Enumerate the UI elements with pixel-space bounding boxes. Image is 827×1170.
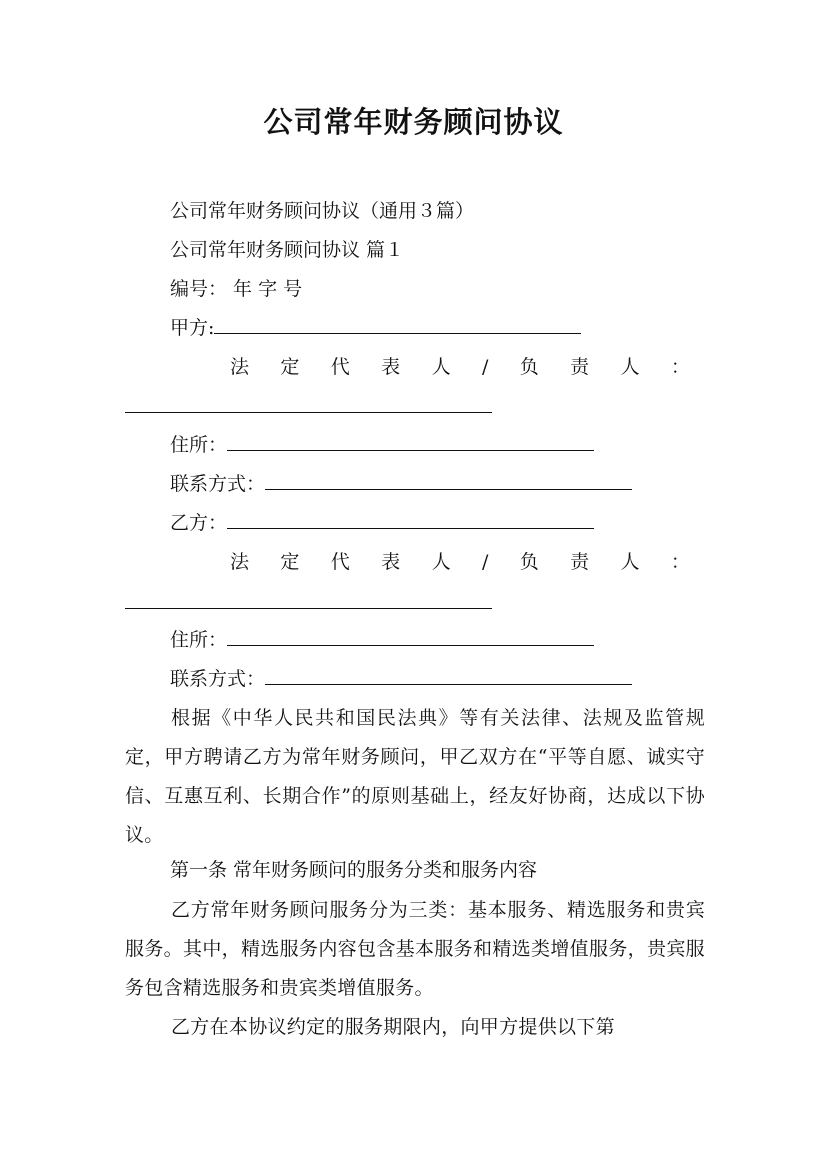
party-a-label: 甲方:	[170, 317, 215, 339]
party-a-contact-label: 联系方式：	[170, 473, 266, 495]
rep-char: 代	[330, 551, 350, 573]
article-1-title: 第一条 常年财务顾问的服务分类和服务内容	[170, 859, 538, 881]
article-1-paragraph-1: 乙方常年财务顾问服务分为三类：基本服务、精选服务和贵宾服务。其中，精选服务内容包含基本服务和精选类增值服务，贵宾服务包含精选服务和贵宾类增值服务。	[125, 899, 705, 999]
rep-char: ：	[670, 551, 690, 573]
intro-paragraph: 根据《中华人民共和国民法典》等有关法律、法规及监管规定，甲方聘请乙方为常年财务顾问，甲乙双方在“平等自愿、诚实守信、互惠互利、长期合作”的原则基础上，经友好协商，达成以下协议。	[125, 707, 705, 846]
rep-char: 责	[570, 551, 590, 573]
rep-char: 责	[570, 356, 590, 378]
rep-char: 人	[620, 356, 640, 378]
rep-char: ：	[670, 356, 690, 378]
document-title: 公司常年财务顾问协议	[263, 105, 564, 139]
part-title: 公司常年财务顾问协议 篇１	[170, 239, 405, 261]
party-a-address-blank	[227, 430, 594, 451]
party-a-address-row	[170, 430, 594, 460]
party-b-representative-row	[230, 547, 690, 577]
rep-char: 法	[230, 551, 250, 573]
party-a-row	[170, 313, 581, 343]
party-a-contact-blank	[265, 469, 632, 490]
party-a-representative-blank	[125, 411, 492, 413]
number-label: 编号： 年 字 号	[170, 278, 303, 300]
rep-char: 表	[381, 356, 401, 378]
rep-char: 表	[381, 551, 401, 573]
party-b-address-row	[170, 625, 594, 655]
party-a-address-label: 住所：	[170, 434, 228, 456]
rep-char: 人	[431, 356, 451, 378]
party-b-contact-blank	[265, 664, 632, 685]
party-a-representative-row	[230, 352, 690, 382]
party-b-contact-row	[170, 664, 632, 694]
rep-char: /	[481, 356, 489, 378]
rep-char: 人	[431, 551, 451, 573]
party-a-contact-row	[170, 469, 632, 499]
rep-char: 法	[230, 356, 250, 378]
rep-char: 定	[280, 551, 300, 573]
party-a-blank	[214, 313, 581, 334]
rep-char: 代	[330, 356, 350, 378]
rep-char: 负	[519, 551, 539, 573]
rep-char: 人	[620, 551, 640, 573]
party-b-representative-blank	[125, 607, 492, 609]
party-b-label: 乙方：	[170, 512, 228, 534]
party-b-address-blank	[227, 625, 594, 646]
rep-char: /	[481, 551, 489, 573]
party-b-row	[170, 508, 594, 538]
party-b-address-label: 住所：	[170, 629, 228, 651]
article-1-paragraph-2: 乙方在本协议约定的服务期限内，向甲方提供以下第	[171, 1016, 615, 1038]
document-subtitle: 公司常年财务顾问协议（通用３篇）	[170, 200, 475, 222]
party-b-blank	[227, 508, 594, 529]
rep-char: 负	[519, 356, 539, 378]
rep-char: 定	[280, 356, 300, 378]
party-b-contact-label: 联系方式：	[170, 668, 266, 690]
